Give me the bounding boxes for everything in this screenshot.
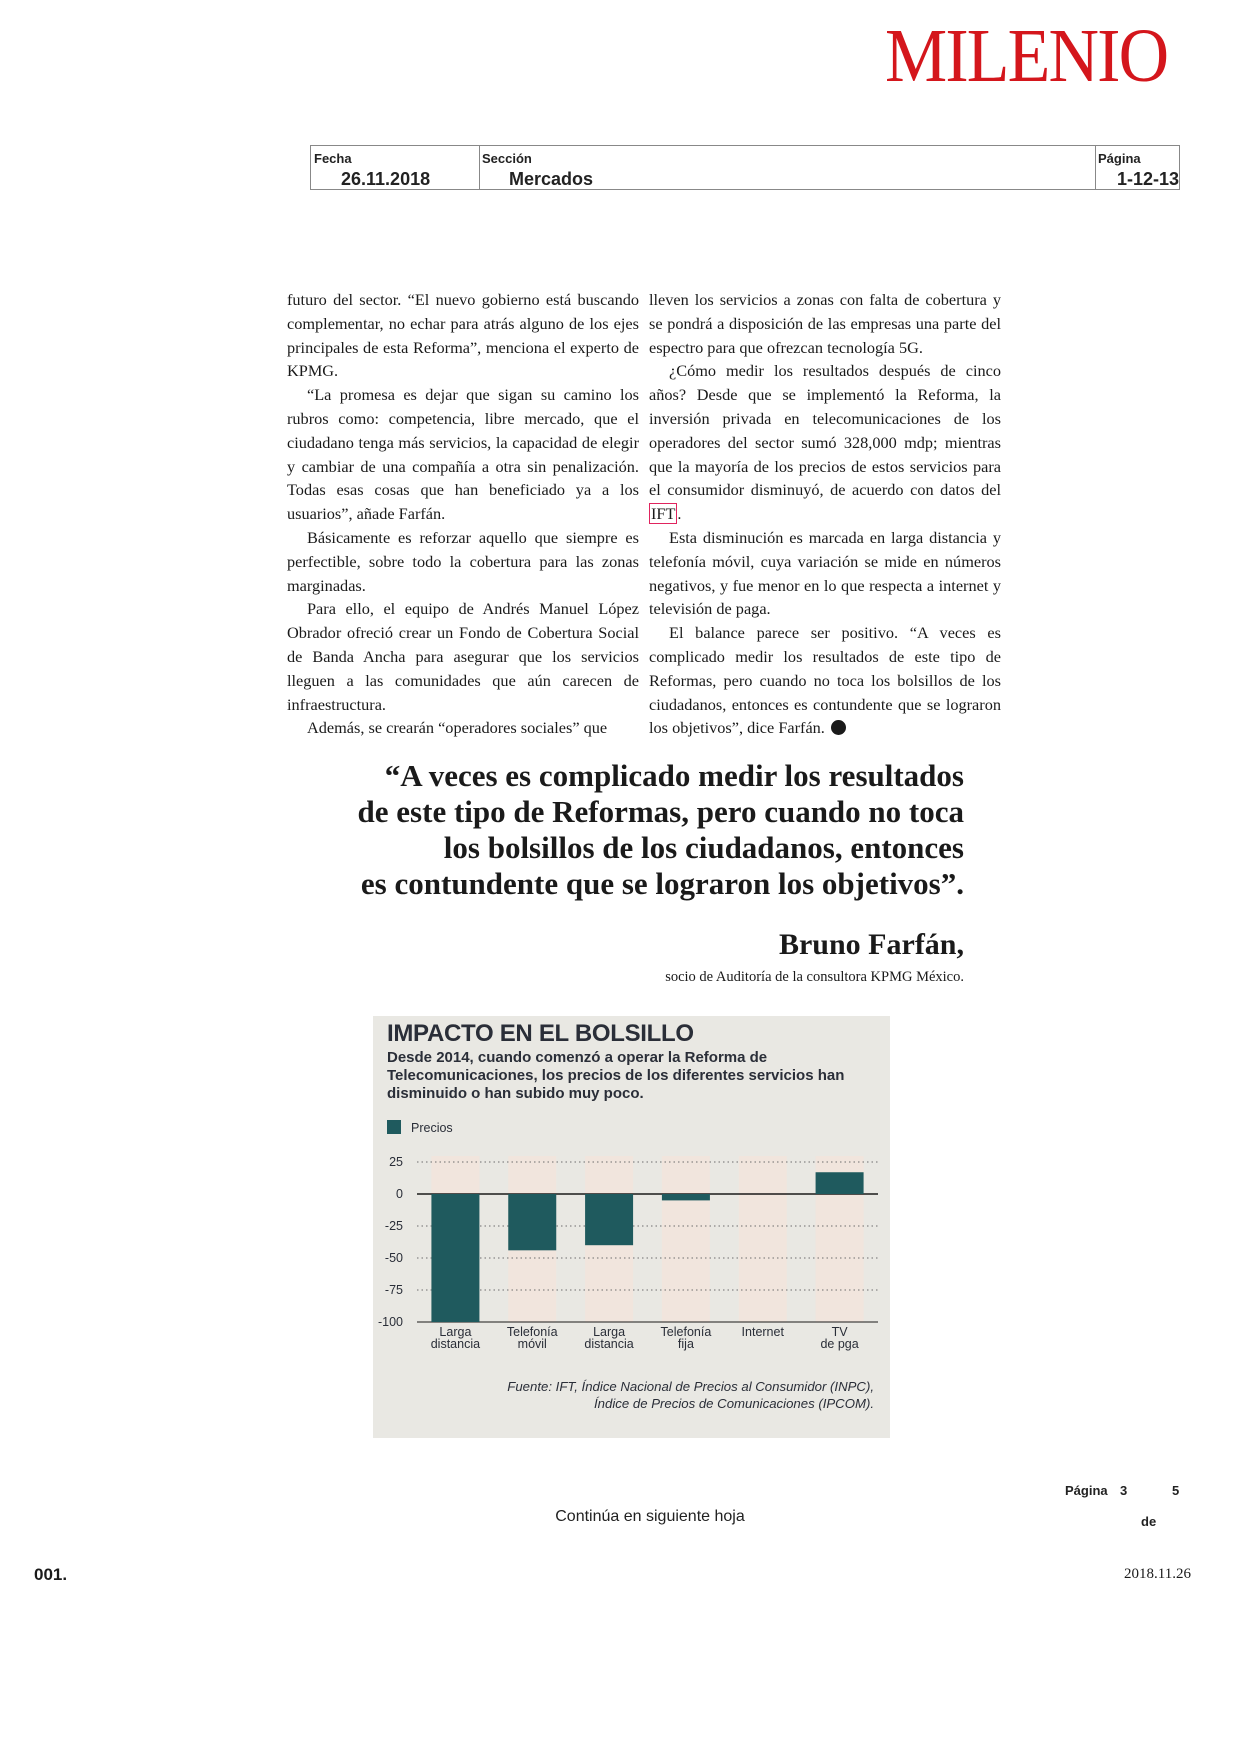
quote-line: de este tipo de Reformas, pero cuando no toca: [357, 794, 964, 829]
legend-label: Precios: [411, 1121, 453, 1135]
fecha-value: 26.11.2018: [341, 169, 431, 189]
seccion-value: Mercados: [509, 169, 594, 189]
x-category-label: Telefonía móvil: [506, 1325, 558, 1351]
infographic-title: IMPACTO EN EL BOLSILLO: [387, 1020, 694, 1047]
footer-de-label: de: [1141, 1514, 1157, 1529]
pagina-value: 1-12-13: [1116, 169, 1179, 189]
article-paragraph: Además, se crearán “operadores sociales” que: [307, 718, 608, 738]
infographic-source: [507, 1378, 874, 1412]
y-tick-label: -25: [384, 1219, 403, 1233]
y-tick-label: -100: [377, 1315, 403, 1329]
article-column-2: [649, 288, 1001, 740]
seccion-cell: [479, 146, 1096, 189]
y-tick-label: 25: [389, 1155, 403, 1169]
fecha-label: Fecha: [314, 151, 352, 166]
end-of-article-icon: [831, 720, 846, 735]
x-category-label: Larga distancia: [430, 1325, 481, 1351]
article-paragraph: lleven los servicios a zonas con falta de cobertura y se pondrá a disposición de las empresas una parte del espectro para que ofrezcan tecnología 5G.: [649, 290, 1001, 357]
article-paragraph: Esta disminución es marcada en larga distancia y telefonía móvil, cuya variación se mide en números negativos, y fue menor en lo que respecta a internet y televisión de paga.: [649, 527, 1001, 619]
x-category-label: TV de pga: [820, 1325, 859, 1351]
seccion-label: Sección: [482, 151, 532, 166]
quote-line: los bolsillos de los ciudadanos, entonces: [443, 830, 964, 865]
paragraph-text: .: [677, 504, 682, 524]
article-paragraph: Básicamente es reforzar aquello que siempre es perfectible, sobre todo la cobertura para las zonas marginadas.: [287, 527, 639, 595]
date-stamp: 2018.11.26: [1124, 1566, 1191, 1582]
footer-pagina-label: Página: [1065, 1483, 1108, 1498]
bar-track: [739, 1156, 787, 1322]
bar: [431, 1194, 479, 1322]
masthead-logo: MILENIO: [885, 14, 1168, 98]
header-info-box: [310, 145, 1180, 190]
article-paragraph: [649, 621, 1001, 740]
y-tick-label: -50: [384, 1251, 403, 1265]
paragraph-text: ¿Cómo medir los resultados después de cinco años? Desde que se implementó la Reforma, la inversión privada en telecomunicaciones de los operadores del sector sumó 328,000 mdp; mientras que la mayoría de los precios de estos servicios para el consumidor disminuyó, de acuerdo con datos del: [649, 361, 1001, 500]
pagina-label: Página: [1098, 151, 1141, 166]
infographic-subtitle: Desde 2014, cuando comenzó a operar la Reforma de Telecomunicaciones, los precios de los diferentes servicios han disminuido o han subido muy poco.: [387, 1049, 845, 1102]
quote-line: es contundente que se lograron los objetivos”.: [360, 866, 964, 901]
article-paragraph: [649, 359, 1001, 526]
pull-quote: [244, 758, 964, 902]
source-line: Fuente: IFT, Índice Nacional de Precios al Consumidor (INPC),: [507, 1379, 874, 1394]
price-chart: [373, 1016, 890, 1438]
article-paragraph: futuro del sector. “El nuevo gobierno está buscando complementar, no echar para atrás alguno de los ejes principales de esta Reforma”, menciona el experto de KPMG.: [287, 290, 639, 381]
footer-page-number: 3: [1120, 1483, 1128, 1498]
bar: [816, 1172, 864, 1194]
legend-swatch: [387, 1120, 401, 1134]
y-tick-label: -75: [384, 1283, 403, 1297]
document-code: 001.: [34, 1565, 68, 1584]
quote-author-role: socio de Auditoría de la consultora KPMG México.: [665, 969, 964, 985]
article-paragraph: Para ello, el equipo de Andrés Manuel López Obrador ofreció crear un Fondo de Cobertura Social de Banda Ancha para asegurar que los servicios lleguen a las comunidades que aún carecen de infraestructura.: [287, 599, 639, 714]
bar: [662, 1194, 710, 1200]
source-line: Índice de Precios de Comunicaciones (IPCOM).: [594, 1396, 874, 1411]
quote-author: Bruno Farfán,: [778, 928, 964, 961]
infographic: [373, 1016, 890, 1438]
bar: [508, 1194, 556, 1250]
x-category-label: Internet: [741, 1325, 784, 1339]
ift-highlight: IFT: [651, 504, 676, 524]
continue-note: Continúa en siguiente hoja: [555, 1508, 745, 1525]
pagina-cell: [1095, 146, 1179, 189]
quote-line: “A veces es complicado medir los resultados: [384, 758, 964, 793]
paragraph-text: El balance parece ser positivo. “A veces es complicado medir los resultados de este tipo de Reformas, pero cuando no toca los bolsillos de los ciudadanos, entonces es contundente que se lograron los objetivos”, dice Farfán.: [649, 623, 1001, 738]
footer-page-total: 5: [1172, 1483, 1180, 1498]
article-paragraph: “La promesa es dejar que sigan su camino los rubros como: competencia, libre mercado, que el ciudadano tenga más servicios, la capacidad de elegir y cambiar de una compañía a otra sin penalización. Todas esas cosas que han beneficiado ya a los usuarios”, añade Farfán.: [287, 385, 639, 524]
bar: [585, 1194, 633, 1245]
y-tick-label: 0: [396, 1187, 403, 1201]
fecha-cell: [311, 146, 480, 189]
article-column-1: [287, 288, 639, 740]
bar-track: [662, 1156, 710, 1322]
x-category-label: Larga distancia: [584, 1325, 634, 1351]
x-category-label: Telefonía fija: [660, 1325, 712, 1351]
